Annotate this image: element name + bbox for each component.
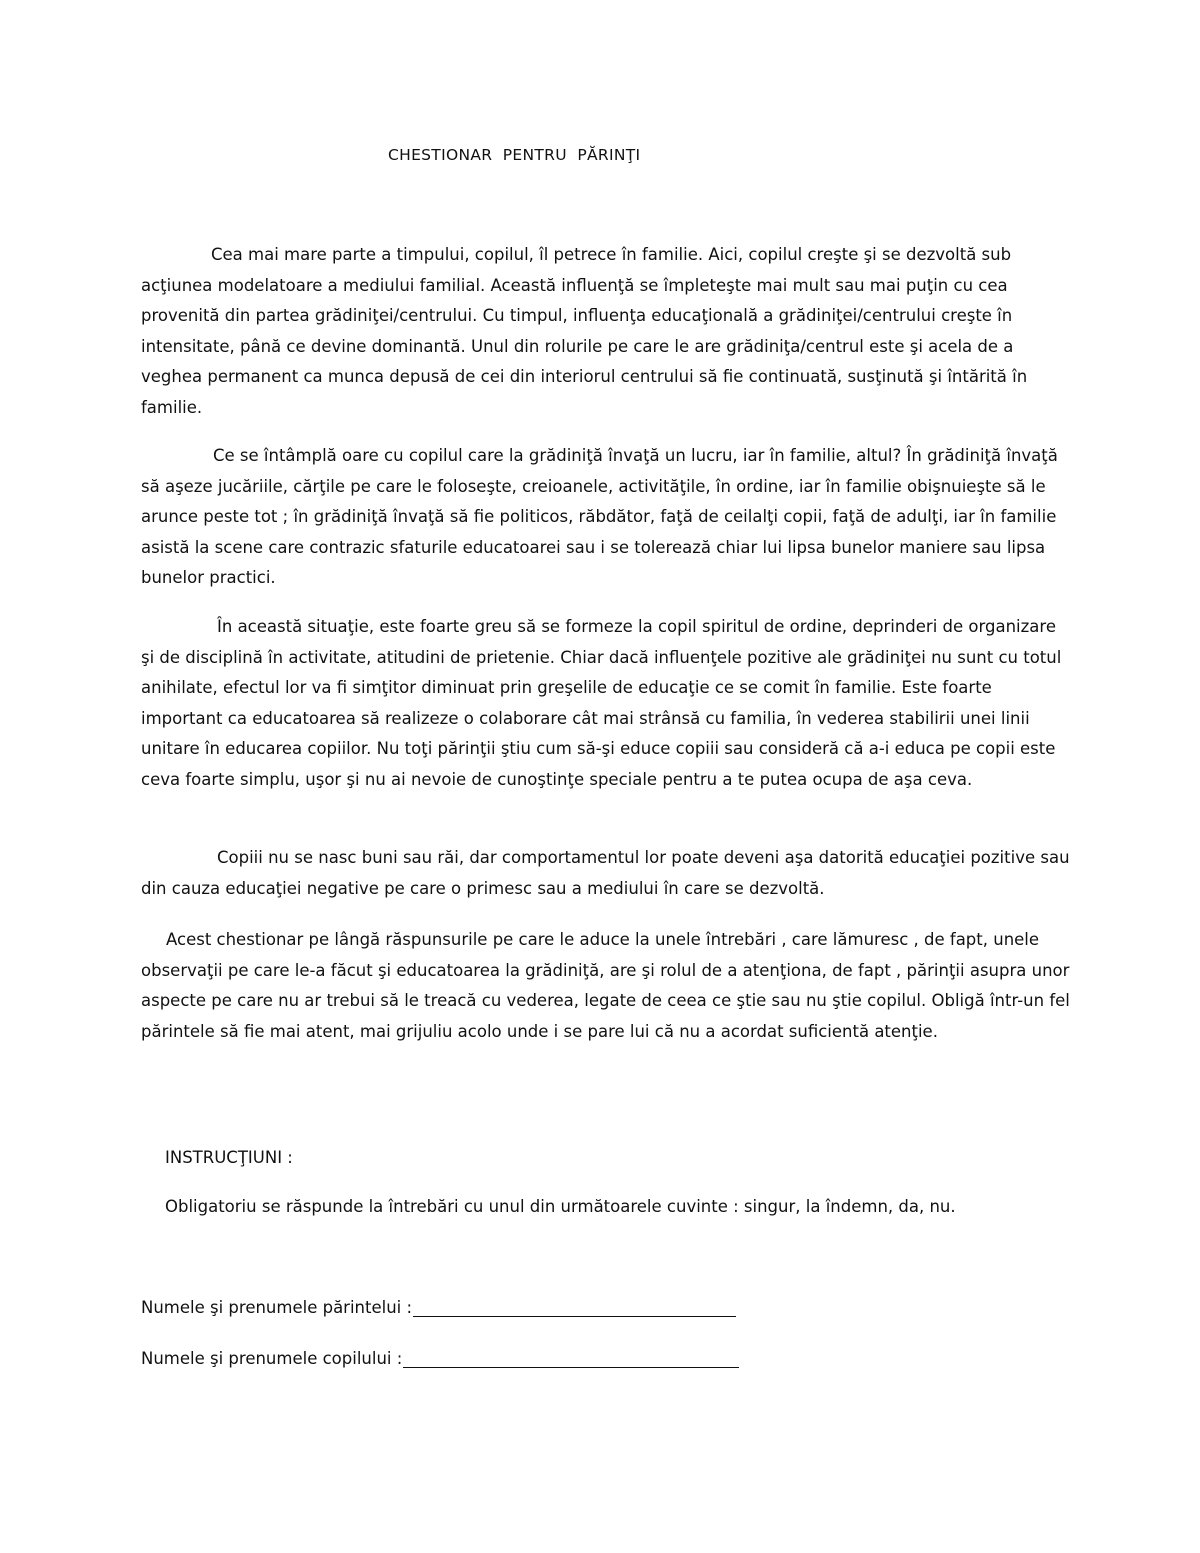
child-name-field xyxy=(141,1348,739,1368)
parent-name-blank-line[interactable] xyxy=(413,1297,736,1317)
paragraph-5: Acest chestionar pe lângă răspunsurile pe care le aduce la unele întrebări , care lămuresc , de fapt, unele observaţii pe care le-a făcut şi educatoarea la grădiniţă, are şi rolul de a atenţiona, de fapt , părinţii asupra unor aspecte pe care nu ar trebui să le treacă cu vederea, legate de ceea ce ştie sau nu ştie copilul. Obligă într-un fel părintele să fie mai atent, mai grijuliu acolo unde i se pare lui că nu a acordat suficientă atenţie. xyxy=(141,930,1070,1041)
paragraph-3: În această situaţie, este foarte greu să se formeze la copil spiritul de ordine, deprinderi de organizare şi de disciplină în activitate, atitudini de prietenie. Chiar dacă influenţele pozitive ale grădiniţei nu sunt cu totul anihilate, efectul lor va fi simţitor diminuat prin greşelile de educaţie ce se comit în familie. Este foarte important ca educatoarea să realizeze o colaborare cât mai strânsă cu familia, în vederea stabilirii unei linii unitare în educarea copiilor. Nu toţi părinţii ştiu cum să-şi educe copiii sau consideră că a-i educa pe copii este ceva foarte simplu, uşor şi nu ai nevoie de cunoştinţe speciale pentru a te putea ocupa de aşa ceva. xyxy=(141,617,1062,789)
paragraph-4: Copiii nu se nasc buni sau răi, dar comportamentul lor poate deveni aşa datorită educaţiei pozitive sau din cauza educaţiei negative pe care o primesc sau a mediului în care se dezvoltă. xyxy=(141,848,1070,898)
child-name-blank-line[interactable] xyxy=(403,1348,739,1368)
parent-name-field xyxy=(141,1297,736,1317)
instructions-text: Obligatoriu se răspunde la întrebări cu unul din următoarele cuvinte : singur, la îndemn, da, nu. xyxy=(165,1197,956,1216)
instructions-heading: INSTRUCŢIUNI : xyxy=(165,1148,293,1167)
child-name-label: Numele şi prenumele copilului : xyxy=(141,1349,403,1368)
page-title: CHESTIONAR PENTRU PĂRINŢI xyxy=(388,146,641,164)
paragraph-1: Cea mai mare parte a timpului, copilul, îl petrece în familie. Aici, copilul creşte şi se dezvoltă sub acţiunea modelatoare a mediului familial. Această influenţă se împleteşte mai mult sau mai puţin cu cea provenită din partea grădiniţei/centrului. Cu timpul, influenţa educaţională a grădiniţei/centrului creşte în intensitate, până ce devine dominantă. Unul din rolurile pe care le are grădiniţa/centrul este şi acela de a veghea permanent ca munca depusă de cei din interiorul centrului să fie continuată, susţinută şi întărită în familie. xyxy=(141,245,1028,417)
parent-name-label: Numele şi prenumele părintelui : xyxy=(141,1298,413,1317)
paragraph-2: Ce se întâmplă oare cu copilul care la grădiniţă învaţă un lucru, iar în familie, altul? În grădiniţă învaţă să aşeze jucăriile, cărţile pe care le foloseşte, creioanele, activităţile, în ordine, iar în familie obişnuieşte să le arunce peste tot ; în grădiniţă învaţă să fie politicos, răbdător, faţă de ceilalţi copii, faţă de adulţi, iar în familie asistă la scene care contrazic sfaturile educatoarei sau i se tolerează chiar lui lipsa bunelor maniere sau lipsa bunelor practici. xyxy=(141,446,1058,587)
